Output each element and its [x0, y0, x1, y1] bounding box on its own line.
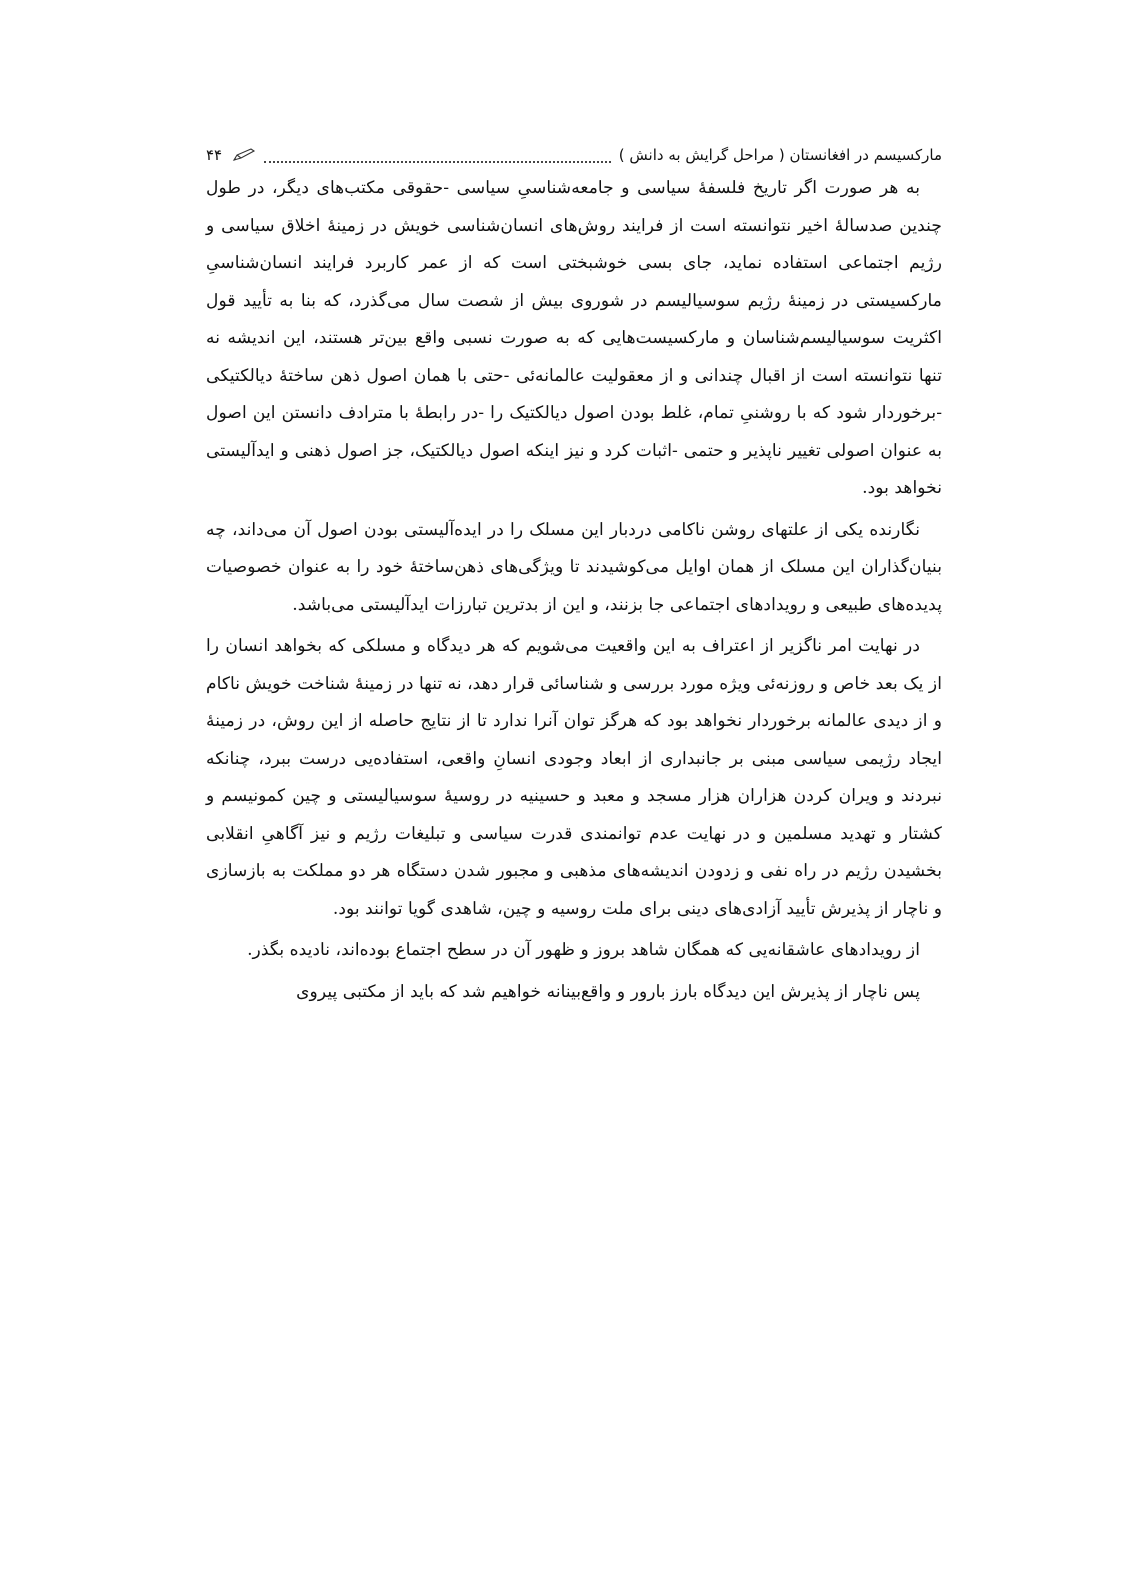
paragraph-4: از رویدادهای عاشقانه‌یی که همگان شاهد بروز و ظهور آن در سطح اجتماع بوده‌اند، نادیده بگذر. — [247, 940, 920, 960]
page-number: ۴۴ — [206, 146, 223, 164]
paragraph-5: پس ناچار از پذیرش این دیدگاه بارز بارور و واقع‌بینانه خواهیم شد که باید از مکتبی پیروی — [296, 981, 920, 1002]
paragraph-3: در نهایت امر ناگزیر از اعتراف به این واقعیت می‌شویم که هر دیدگاه و مسلکی که بخواهد انسان را از یک بعد خاص و روزنه‌ئی ویژه مورد بررسی و شناسائی قرار دهد، نه تنها در زمینهٔ شناخت خویش ناکام و از دیدی عالمانه برخوردار نخواهد بود که هرگز توان آنرا ندارد تا از نتایج حاصله از این روش، در زمینهٔ ایجاد رژیمی سیاسی مبنی بر جانبداری از ابعاد وجودی انسانِ واقعی، استفاده‌یی درست ببرد، چنانکه نبردند و ویران کردن هزاران هزار مسجد و معبد و حسینیه در روسیهٔ سوسیالیستی و چین کمونیسم و کشتار و تهدید مسلمین و در نهایت عدم توانمندی قدرت سیاسی و تبلیغات رژیم و نیز آگاهیِ انقلابی بخشیدن رژیم در راه نفی و زدودن اندیشه‌های مذهبی و مجبور شدن دستگاه هر دو مملکت به بازسازی و ناچار از پذیرش تأیید آزادی‌های دینی برای ملت روسیه و چین، شاهدی گویا توانند بود. — [206, 636, 942, 919]
paragraph-1: به هر صورت اگر تاریخ فلسفهٔ سیاسی و جامعه‌شناسیِ سیاسی -حقوقی مکتب‌های دیگر، در طول چندین صدسالهٔ اخیر نتوانسته است از فرایند روش‌های انسان‌شناسی خویش در زمینهٔ اخلاق سیاسی و رژیم اجتماعی استفاده نماید، جای بسی خوشبختی است که از عمر کاربرد فرایند انسان‌شناسیِ مارکسیستی در زمینهٔ رژیم سوسیالیسم در شوروی بیش از شصت سال می‌گذرد، که بنا به تأیید قول اکثریت سوسیالیسم‌شناسان و مارکسیست‌هایی که به صورت نسبی واقع بین‌تر هستند، این اندیشه نه تنها نتوانسته است از اقبال چندانی و از معقولیت عالمانه‌ئی -حتی با همان اصول ذهن ساختهٔ دیالکتیکی -برخوردار شود که با روشنیِ تمام، غلط بودن اصول دیالکتیک را -در رابطهٔ با مترادف دانستن این اصول به عنوان اصولی تغییر ناپذیر و حتمی -اثبات کرد و نیز اینکه اصول دیالکتیک، جز اصول ذهنی و ایدآلیستی نخواهد بود. — [206, 178, 942, 498]
header-title: مارکسیسم در افغانستان ( مراحل گرایش به دانش ) — [618, 146, 942, 164]
running-header — [206, 140, 942, 170]
pencil-icon — [232, 148, 256, 162]
header-dotted-leader — [264, 160, 611, 163]
body-text — [206, 170, 942, 1011]
paragraph-2: نگارنده یکی از علتهای روشن ناکامی دردبار این مسلک را در ایده‌آلیستی بودن اصول آن می‌داند، چه بنیان‌گذاران این مسلک از همان اوایل می‌کوشیدند تا ویژگی‌های ذهن‌ساختهٔ خود را به عنوان خصوصیات پدیده‌های طبیعی و رویدادهای اجتماعی جا بزنند، و این از بدترین تبارزات ایدآلیستی می‌باشد. — [206, 519, 942, 615]
